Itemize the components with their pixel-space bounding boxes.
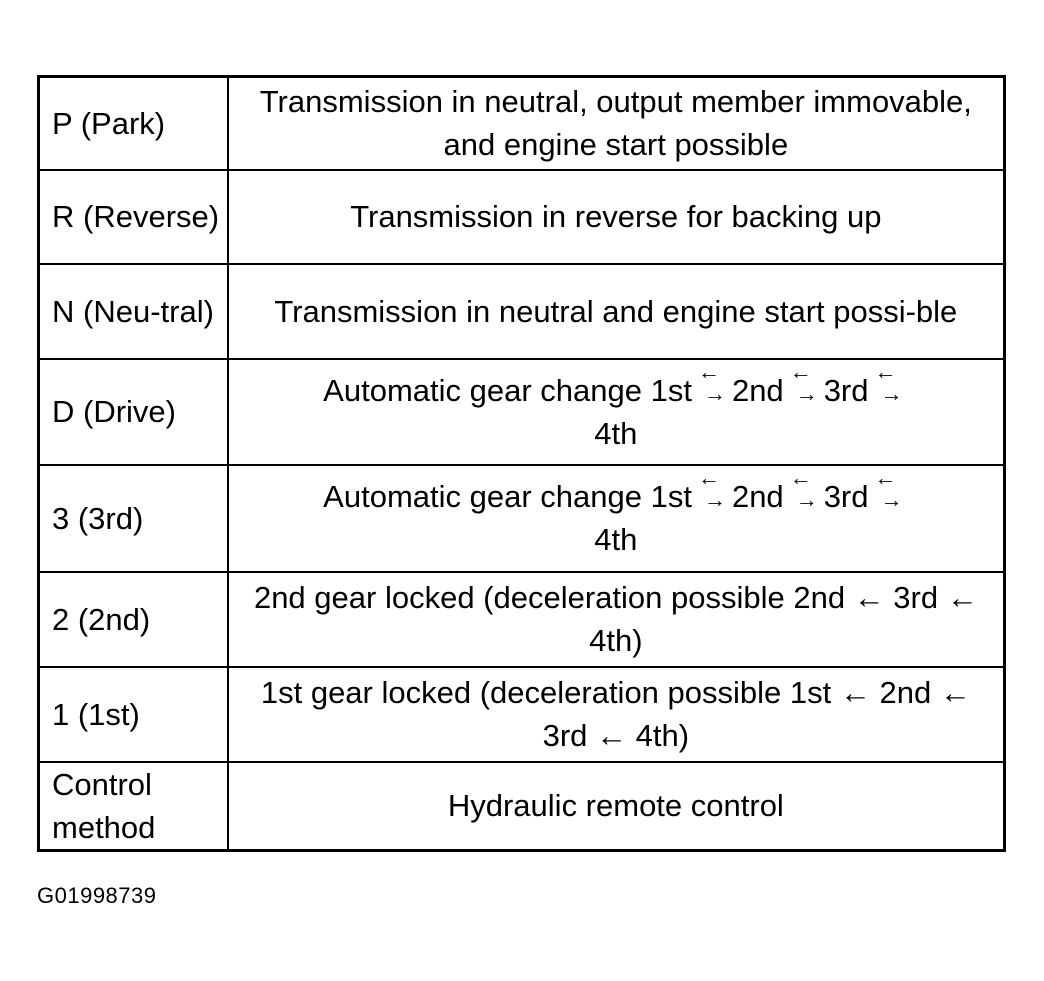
third-text-4th: 4th (594, 522, 638, 557)
shift-arrows-icon: ← → (789, 465, 818, 512)
mode-second: 2 (2nd) (39, 572, 228, 667)
description-park: Transmission in neutral, output member immovable, and engine start possible (228, 77, 1005, 170)
mode-reverse: R (Reverse) (39, 170, 228, 264)
drive-text-2nd: 2nd (731, 372, 784, 408)
description-control-method: Hydraulic remote control (228, 762, 1005, 851)
table-row (39, 170, 1005, 264)
drive-text-1st: Automatic gear change 1st (323, 372, 692, 408)
third-text-1st: Automatic gear change 1st (323, 479, 692, 514)
mode-drive: D (Drive) (39, 359, 228, 465)
description-drive (228, 359, 1005, 465)
table-row (39, 762, 1005, 851)
table-row (39, 572, 1005, 667)
description-second: 2nd gear locked (deceleration possible 2nd ← 3rd ← 4th) (228, 572, 1005, 667)
shift-arrows-icon: ← → (789, 358, 818, 406)
table-row (39, 667, 1005, 762)
description-third (228, 465, 1005, 572)
shift-arrows-icon: ← → (697, 465, 726, 512)
drive-text-4th: 4th (594, 415, 638, 451)
shift-arrows-icon: ← → (874, 358, 903, 406)
third-text-2nd: 2nd (731, 479, 784, 514)
shift-arrows-icon: ← → (697, 358, 726, 406)
mode-control-method: Control method (39, 762, 228, 851)
table-row (39, 264, 1005, 359)
mode-first: 1 (1st) (39, 667, 228, 762)
mode-neutral: N (Neu-tral) (39, 264, 228, 359)
mode-park: P (Park) (39, 77, 228, 170)
gear-selector-table (37, 75, 1006, 852)
table-row (39, 465, 1005, 572)
table-row (39, 359, 1005, 465)
drive-text-3rd: 3rd (823, 372, 869, 408)
description-neutral: Transmission in neutral and engine start possi-ble (228, 264, 1005, 359)
description-first: 1st gear locked (deceleration possible 1st ← 2nd ← 3rd ← 4th) (228, 667, 1005, 762)
mode-third: 3 (3rd) (39, 465, 228, 572)
third-text-3rd: 3rd (823, 479, 869, 514)
figure-id: G01998739 (37, 883, 157, 908)
description-reverse: Transmission in reverse for backing up (228, 170, 1005, 264)
table-row (39, 77, 1005, 170)
shift-arrows-icon: ← → (874, 465, 903, 512)
